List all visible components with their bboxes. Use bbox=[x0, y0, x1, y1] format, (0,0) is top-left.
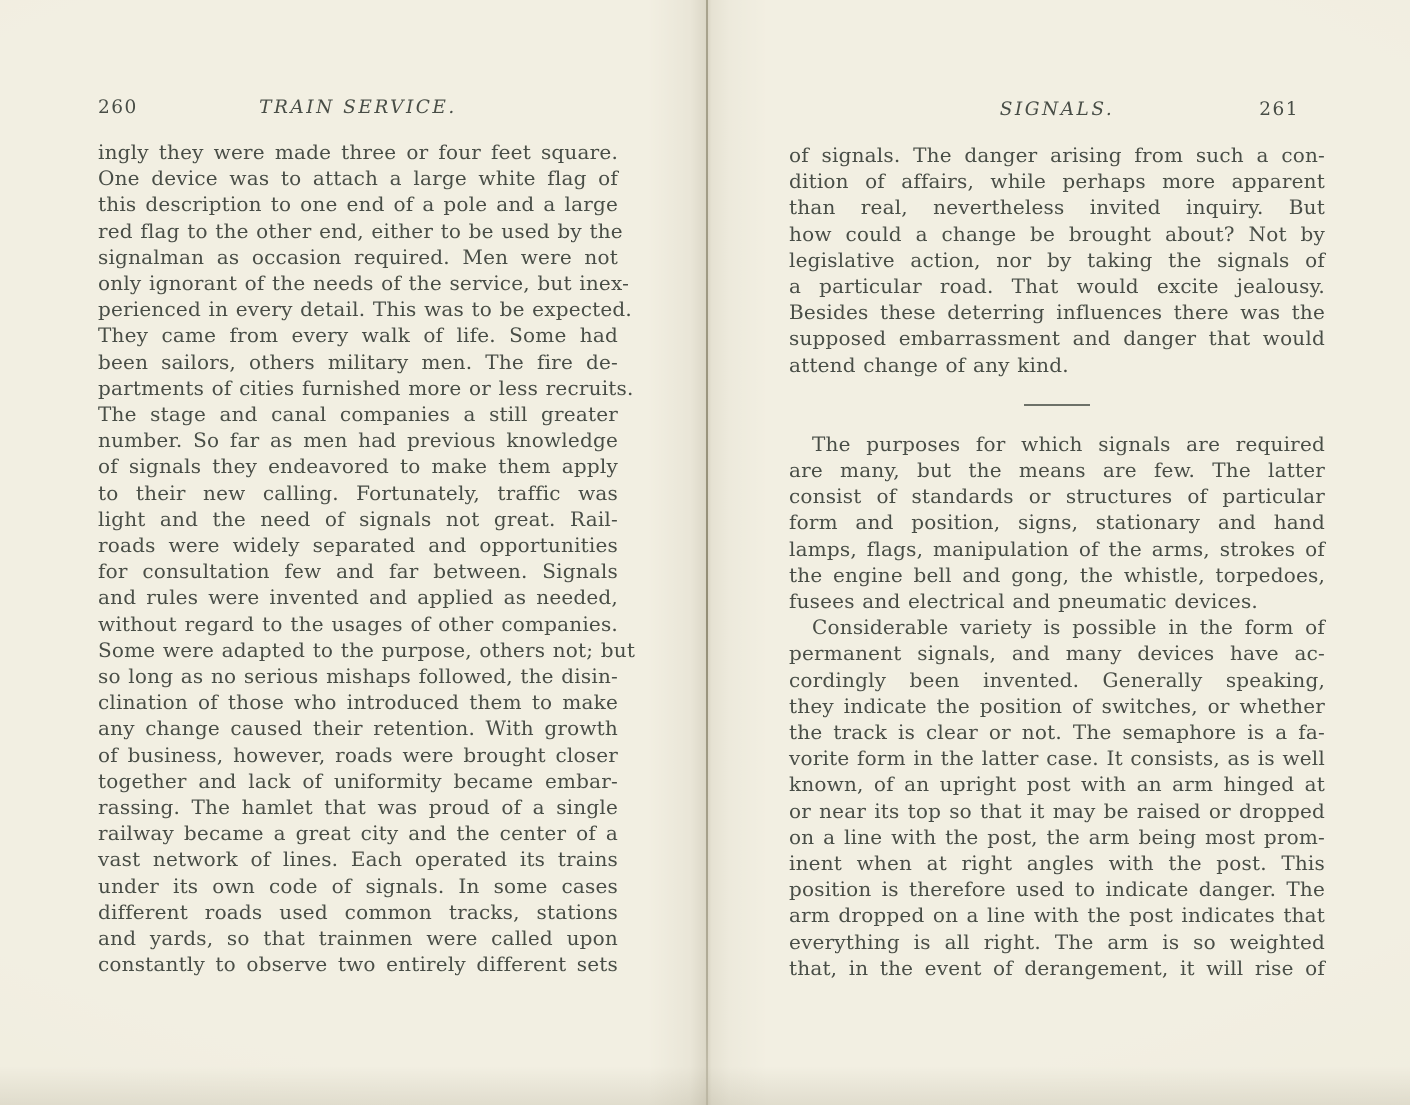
body-line: fusees and electrical and pneumatic devices. bbox=[789, 589, 1258, 614]
paragraph bbox=[789, 142, 1325, 378]
body-line: of signals. The danger arising from such a con- bbox=[789, 143, 1325, 167]
body-line: constantly to observe two entirely different sets bbox=[98, 952, 618, 977]
body-line: to their new calling. Fortunately, traffic was bbox=[98, 480, 618, 505]
body-line: this description to one end of a pole and a large bbox=[98, 192, 618, 217]
left-page-number: 260 bbox=[98, 97, 138, 118]
body-line: supposed embarrassment and danger that would bbox=[789, 326, 1325, 351]
body-line: number. So far as men had previous knowledge bbox=[98, 428, 618, 453]
body-line: everything is all right. The arm is so weighted bbox=[789, 929, 1325, 954]
body-line: roads were widely separated and opportunities bbox=[98, 533, 618, 558]
spine-line bbox=[706, 0, 708, 1105]
left-page-body bbox=[98, 139, 636, 978]
body-line: than real, nevertheless invited inquiry. But bbox=[789, 195, 1325, 220]
body-line: ingly they were made three or four feet square. bbox=[98, 140, 618, 164]
body-line: They came from every walk of life. Some had bbox=[98, 323, 618, 348]
body-line: legislative action, nor by taking the signals of bbox=[789, 247, 1325, 272]
right-page-number: 261 bbox=[1259, 99, 1299, 120]
body-line: on a line with the post, the arm being most prom- bbox=[789, 824, 1325, 849]
right-page-header bbox=[789, 99, 1325, 120]
body-line: vorite form in the latter case. It consists, as is well bbox=[789, 746, 1325, 771]
body-line: without regard to the usages of other companies. bbox=[98, 611, 618, 636]
body-line: railway became a great city and the center of a bbox=[98, 821, 618, 846]
gutter-shadow bbox=[648, 0, 768, 1105]
body-line: The purposes for which signals are required bbox=[812, 431, 1325, 456]
body-line: position is therefore used to indicate danger. The bbox=[789, 877, 1325, 902]
body-line: vast network of lines. Each operated its trains bbox=[98, 847, 618, 872]
body-line: different roads used common tracks, stations bbox=[98, 899, 618, 924]
body-line: Some were adapted to the purpose, others not; but bbox=[98, 637, 636, 662]
body-line: The stage and canal companies a still greater bbox=[98, 402, 618, 427]
body-line: been sailors, others military men. The fire de- bbox=[98, 349, 618, 374]
paragraph bbox=[789, 431, 1325, 614]
body-line: that, in the event of derangement, it will rise of bbox=[789, 955, 1325, 980]
body-line: under its own code of signals. In some cases bbox=[98, 873, 618, 898]
right-page-body bbox=[789, 142, 1325, 981]
body-line: how could a change be brought about? Not by bbox=[789, 221, 1325, 246]
body-line: of signals they endeavored to make them apply bbox=[98, 454, 618, 479]
body-line: for consultation few and far between. Signals bbox=[98, 559, 618, 584]
body-line: inent when at right angles with the post. This bbox=[789, 851, 1325, 876]
body-line: cordingly been invented. Generally speaking, bbox=[789, 667, 1325, 692]
body-line: and yards, so that trainmen were called upon bbox=[98, 926, 618, 951]
body-line: lamps, flags, manipulation of the arms, strokes of bbox=[789, 536, 1325, 561]
paragraph bbox=[789, 614, 1325, 981]
body-line: only ignorant of the needs of the service, but inex- bbox=[98, 271, 630, 296]
body-line: a particular road. That would excite jealousy. bbox=[789, 274, 1325, 299]
body-line: the track is clear or not. The semaphore is a fa- bbox=[789, 720, 1325, 745]
body-line: attend change of any kind. bbox=[789, 352, 1069, 377]
body-line: Considerable variety is possible in the form of bbox=[812, 615, 1325, 640]
body-line: arm dropped on a line with the post indicates that bbox=[789, 903, 1325, 928]
body-line: of business, however, roads were brought closer bbox=[98, 742, 618, 767]
section-divider-rule bbox=[1024, 404, 1090, 406]
body-line: signalman as occasion required. Men were not bbox=[98, 244, 618, 269]
body-line: and rules were invented and applied as needed, bbox=[98, 585, 618, 610]
body-line: perienced in every detail. This was to be expected. bbox=[98, 297, 632, 322]
left-running-title: TRAIN SERVICE. bbox=[259, 97, 457, 118]
body-line: rassing. The hamlet that was proud of a single bbox=[98, 795, 618, 820]
body-line: permanent signals, and many devices have ac- bbox=[789, 641, 1325, 666]
body-line: or near its top so that it may be raised or dropped bbox=[789, 798, 1325, 823]
body-line: any change caused their retention. With growth bbox=[98, 716, 618, 741]
body-line: they indicate the position of switches, or whether bbox=[789, 693, 1325, 718]
right-running-title: SIGNALS. bbox=[999, 99, 1115, 120]
body-line: Besides these deterring influences there was the bbox=[789, 300, 1325, 325]
body-line: dition of affairs, while perhaps more apparent bbox=[789, 169, 1325, 194]
body-line: light and the need of signals not great. Rail- bbox=[98, 506, 618, 531]
body-line: together and lack of uniformity became embar- bbox=[98, 768, 618, 793]
body-line: are many, but the means are few. The latter bbox=[789, 458, 1325, 483]
body-line: known, of an upright post with an arm hinged at bbox=[789, 772, 1325, 797]
body-line: the engine bell and gong, the whistle, torpedoes, bbox=[789, 562, 1325, 587]
body-line: red flag to the other end, either to be used by the bbox=[98, 218, 623, 243]
body-line: so long as no serious mishaps followed, the disin- bbox=[98, 664, 618, 689]
left-page-header bbox=[98, 97, 618, 118]
body-line: One device was to attach a large white flag of bbox=[98, 166, 618, 191]
body-line: partments of cities furnished more or less recruits. bbox=[98, 375, 634, 400]
body-line: consist of standards or structures of particular bbox=[789, 484, 1325, 509]
body-line: clination of those who introduced them to make bbox=[98, 690, 618, 715]
body-line: form and position, signs, stationary and hand bbox=[789, 510, 1325, 535]
